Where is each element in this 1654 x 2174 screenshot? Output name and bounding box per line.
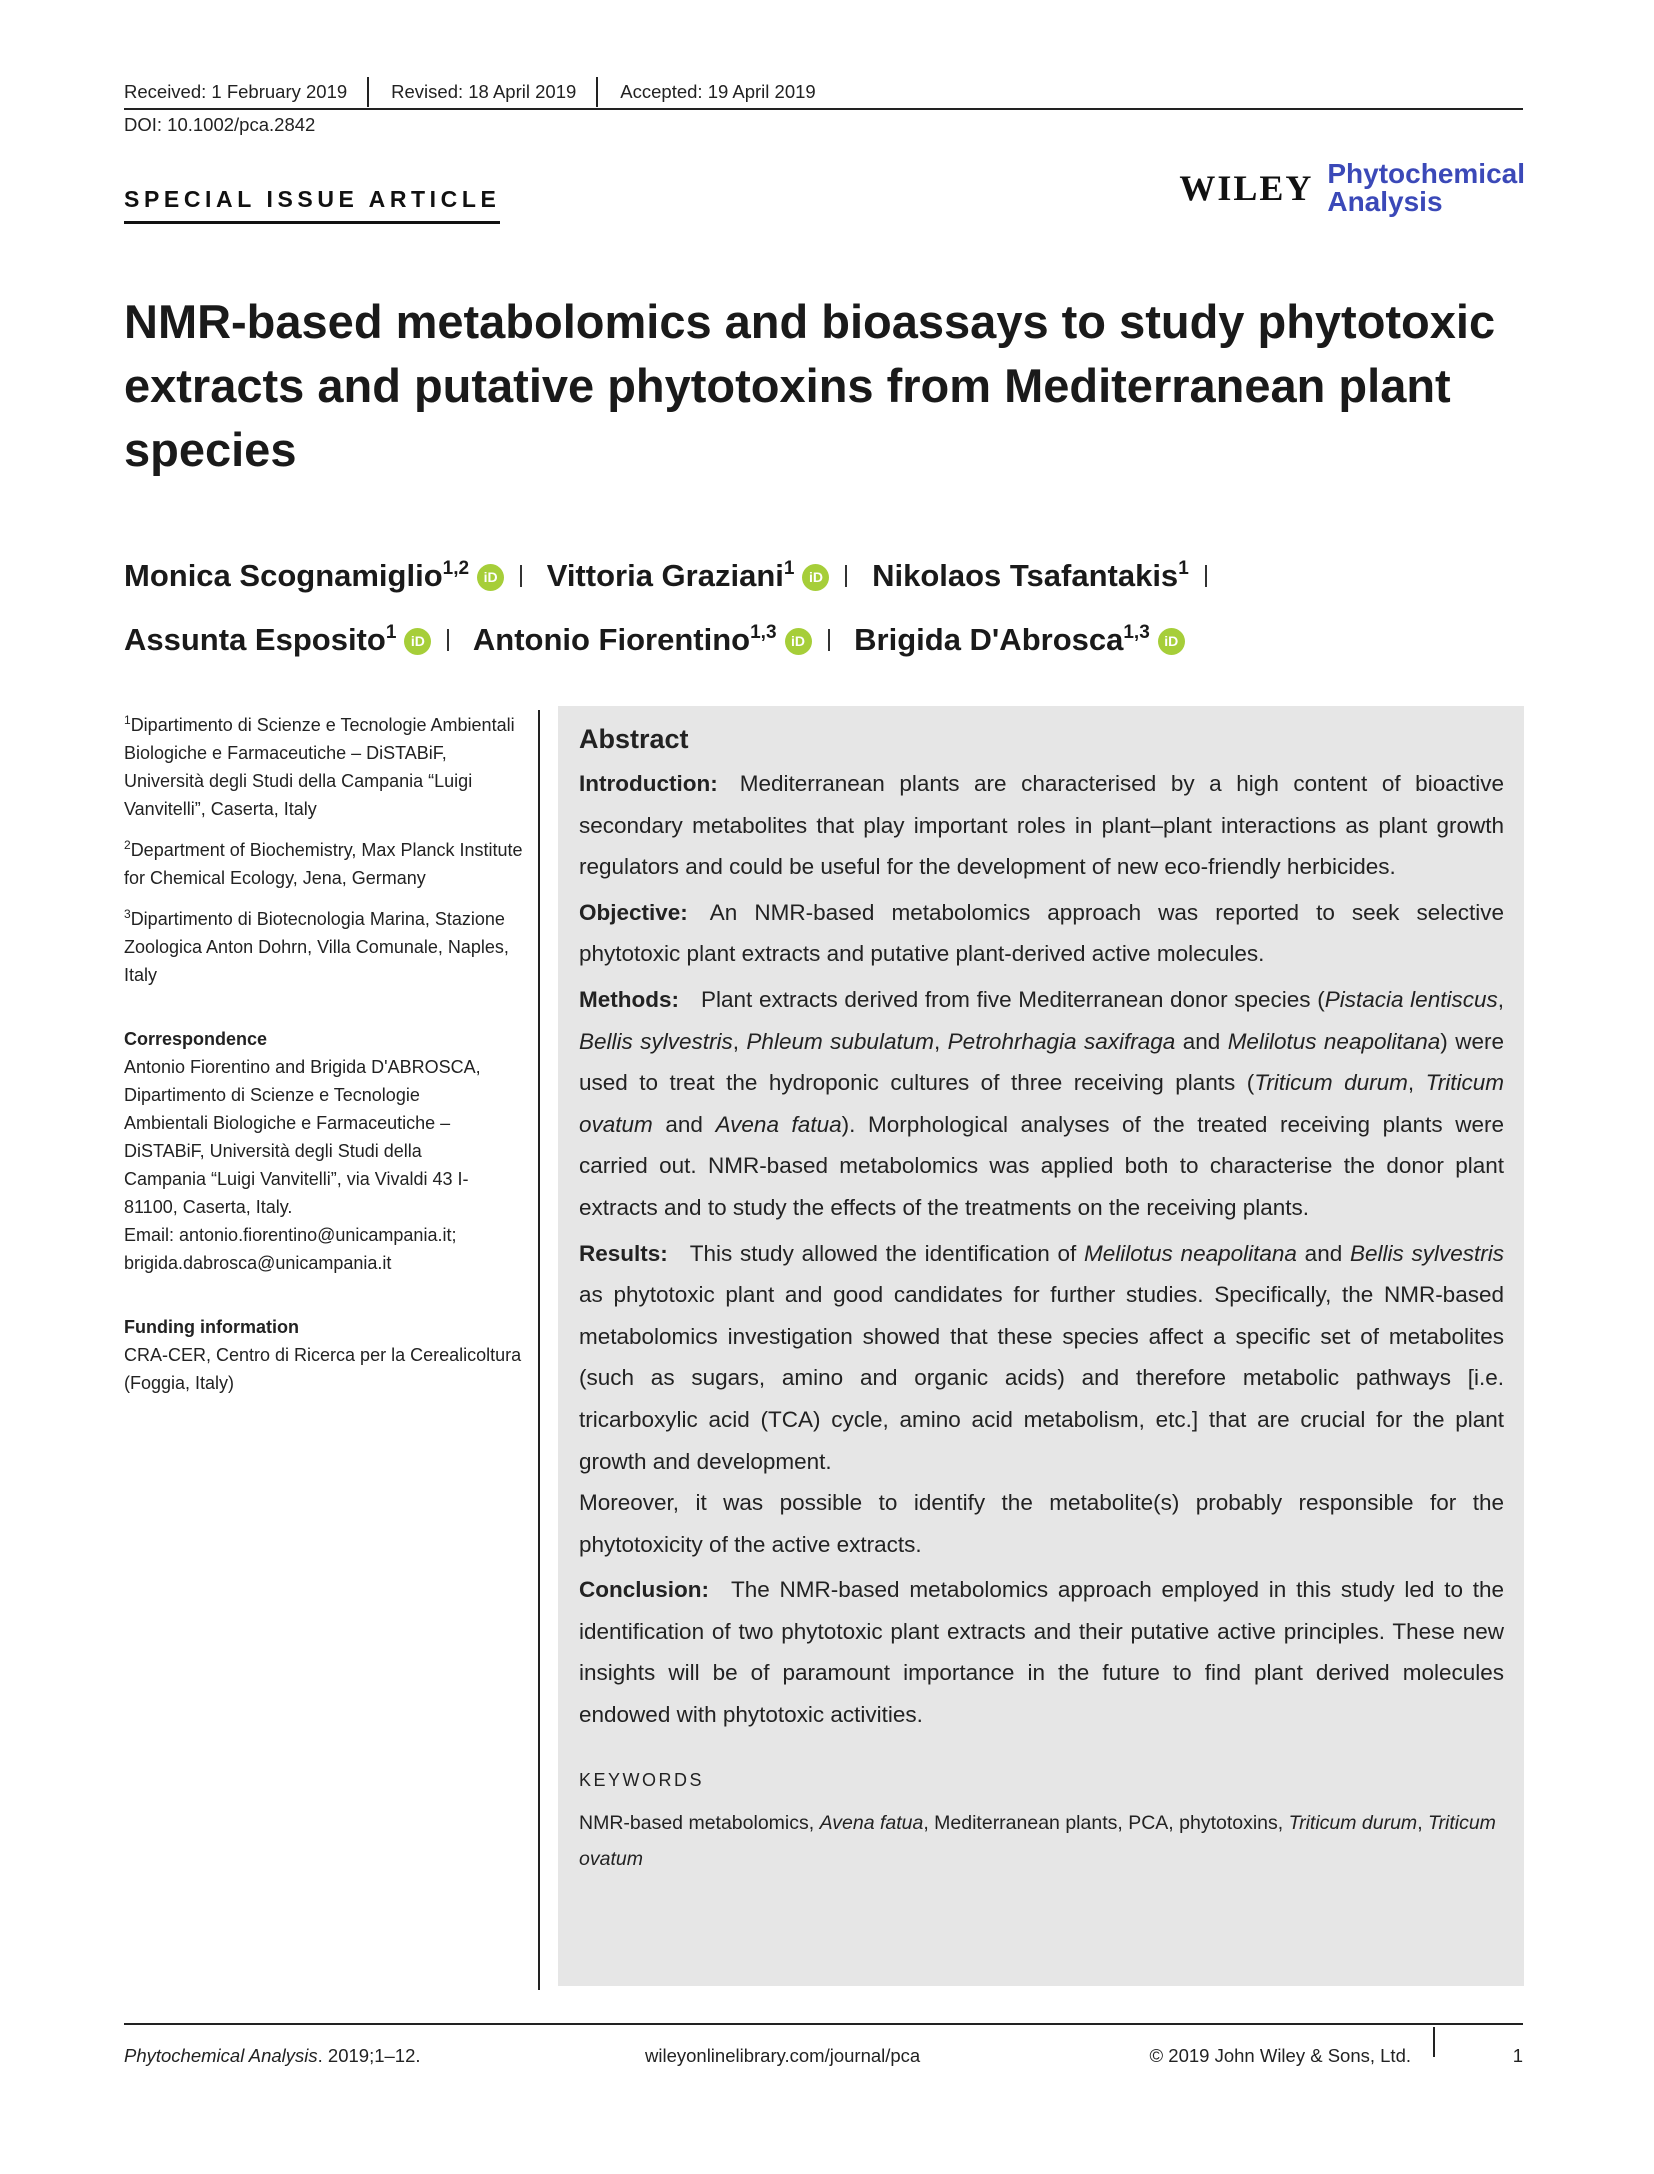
affiliation (124, 900, 524, 989)
affiliation-text: Dipartimento di Biotecnologia Marina, Stazione Zoologica Anton Dohrn, Villa Comunale, Naples, Italy (124, 909, 509, 985)
author[interactable] (547, 558, 830, 593)
author-affiliation-sup: 1,3 (750, 622, 777, 643)
correspondence-line: Campania “Luigi Vanvitelli”, via Vivaldi 43 I- (124, 1169, 469, 1189)
section-label: Results: (579, 1240, 668, 1266)
species-name: Triticum durum (1254, 1070, 1408, 1096)
journal-logo (1327, 160, 1525, 216)
section-text: The NMR-based metabolomics approach employed in this study led to the identification of two phytotoxic plant extracts and their putative active principles. These new insights will be of paramount importance in the future to find plant derived molecules endowed with phytotoxic activities. (579, 1577, 1504, 1728)
text-run: , (933, 1028, 948, 1054)
author-name: Monica Scognamiglio (124, 558, 443, 593)
keyword-run: Triticum ovatum (579, 1811, 1496, 1870)
affiliation-number: 2 (124, 838, 131, 852)
author-affiliation-sup: 1,2 (442, 558, 470, 579)
text-run: , (732, 1028, 747, 1054)
article-dates (124, 76, 1523, 110)
page-number: 1 (1512, 2045, 1523, 2066)
affiliation (124, 706, 524, 823)
affiliation-number: 3 (124, 907, 131, 921)
abstract-methods (579, 979, 1504, 1229)
keyword-run: NMR-based metabolomics, (579, 1811, 820, 1834)
revised-date: Revised: 18 April 2019 (391, 81, 577, 102)
author[interactable] (872, 558, 1189, 593)
orcid-icon[interactable]: iD (404, 628, 431, 655)
correspondence-email[interactable]: brigida.dabrosca@unicampania.it (124, 1253, 392, 1273)
doi[interactable]: DOI: 10.1002/pca.2842 (124, 114, 316, 135)
abstract-objective (579, 892, 1504, 975)
section-label: Introduction: (579, 771, 718, 796)
author-separator (845, 565, 847, 587)
journal-logo-line1: Phytochemical (1327, 158, 1525, 189)
keywords-heading: KEYWORDS (579, 1769, 705, 1790)
funding-heading: Funding information (124, 1317, 299, 1337)
author[interactable] (124, 622, 431, 657)
orcid-icon[interactable]: iD (802, 564, 829, 591)
orcid-icon[interactable]: iD (477, 564, 504, 591)
text-run: Moreover, it was possible to identify the metabolite(s) probably responsible for the phytotoxicity of the active extracts. (579, 1490, 1504, 1557)
correspondence-heading: Correspondence (124, 1029, 268, 1049)
author-name: Vittoria Graziani (546, 558, 784, 593)
correspondence-line: DiSTABiF, Università degli Studi della (124, 1141, 422, 1161)
section-label: Methods: (579, 986, 679, 1012)
author-separator (447, 629, 449, 651)
publisher-logos (1179, 160, 1525, 216)
species-name: Bellis sylvestris (579, 1028, 733, 1054)
species-name: Bellis sylvestris (1349, 1240, 1505, 1266)
funding-text: CRA-CER, Centro di Ricerca per la Cerealicoltura (Foggia, Italy) (124, 1345, 522, 1393)
date-separator (367, 77, 369, 107)
received-date: Received: 1 February 2019 (124, 81, 348, 102)
text-run: as phytotoxic plant and good candidates for further studies. Specifically, the NMR-based metabolomics investigation showed that these species affect a specific set of metabolites (such as sugars, amino and organic acids) and therefore metabolic pathways [i.e. tricarboxylic acid (TCA) cycle, amino acid metabolism, etc.] that are crucial for the plant growth and development. (579, 1282, 1504, 1474)
text-run: and (1296, 1240, 1350, 1266)
author[interactable] (473, 622, 812, 657)
footer-journal-name: Phytochemical Analysis (124, 2045, 318, 2066)
footer-url[interactable]: wileyonlinelibrary.com/journal/pca (645, 2045, 921, 2066)
footer-citation-text: . 2019;1–12. (317, 2045, 421, 2066)
author-separator (520, 565, 522, 587)
author-affiliation-sup: 1,3 (1123, 622, 1150, 643)
text-run: and (652, 1111, 716, 1137)
author-list (124, 540, 1524, 668)
species-name: Pistacia lentiscus (1324, 986, 1498, 1012)
abstract-heading: Abstract (579, 724, 689, 754)
footer-citation (124, 2045, 421, 2067)
author-name: Antonio Fiorentino (472, 622, 751, 657)
article-info-column (124, 706, 524, 1397)
keyword-run: Triticum durum (1288, 1811, 1418, 1834)
author-name: Nikolaos Tsafantakis (872, 558, 1179, 593)
orcid-icon[interactable]: iD (785, 628, 812, 655)
species-name: Avena fatua (715, 1111, 842, 1137)
page-footer (124, 2023, 1523, 2069)
article-type-label: SPECIAL ISSUE ARTICLE (124, 186, 500, 224)
species-name: Melilotus neapolitana (1084, 1240, 1297, 1266)
correspondence-email[interactable]: Email: antonio.fiorentino@unicampania.it; (124, 1225, 457, 1245)
affiliation-text: Department of Biochemistry, Max Planck Institute for Chemical Ecology, Jena, Germany (124, 840, 523, 888)
author-separator (1205, 565, 1207, 587)
accepted-date: Accepted: 19 April 2019 (620, 81, 816, 102)
wiley-logo: WILEY (1179, 168, 1314, 208)
section-text: Mediterranean plants are characterised by a high content of bioactive secondary metabolites that play important roles in plant–plant interactions as plant growth regulators and could be useful for the development of new eco-friendly herbicides. (579, 771, 1504, 880)
author-affiliation-sup: 1 (783, 558, 795, 579)
abstract-results (579, 1233, 1504, 1566)
text-run: ) were used to treat the hydroponic cultures of three receiving plants ( (579, 1028, 1504, 1096)
author-name: Brigida D'Abrosca (854, 622, 1124, 657)
author-affiliation-sup: 1 (1178, 558, 1189, 579)
section-label: Conclusion: (579, 1577, 709, 1603)
section-label: Objective: (579, 899, 688, 925)
keyword-run: , (1417, 1811, 1429, 1834)
keyword-run: Avena fatua (819, 1811, 924, 1834)
author-separator (828, 629, 830, 651)
text-run: ). Morphological analyses of the treated receiving plants were carried out. NMR-based metabolomics was applied both to characterise the donor plant extracts and to study the effects of the treatments on the receiving plants. (579, 1111, 1505, 1220)
column-divider (538, 710, 540, 1990)
species-name: Triticum ovatum (579, 1070, 1504, 1137)
abstract-box (558, 706, 1524, 1986)
article-title: NMR-based metabolomics and bioassays to study phytotoxic extracts and putative phytotoxins from Mediterranean plant species (124, 295, 1496, 476)
affiliation-text: Dipartimento di Scienze e Tecnologie Ambientali Biologiche e Farmaceutiche – DiSTABiF, Università degli Studi della Campania “Luigi Vanvitelli”, Caserta, Italy (124, 715, 515, 819)
species-name: Phleum subulatum (746, 1028, 934, 1054)
affiliation-number: 1 (124, 713, 131, 727)
footer-copyright: © 2019 John Wiley & Sons, Ltd. (1149, 2045, 1411, 2066)
author-affiliation-sup: 1 (385, 622, 397, 643)
text-run: and (1175, 1028, 1228, 1054)
text-run: , (1497, 986, 1504, 1012)
journal-logo-line2: Analysis (1327, 186, 1443, 217)
text-run: Plant extracts derived from five Mediterranean donor species ( (701, 986, 1325, 1012)
keywords-list (579, 1805, 1504, 1877)
footer-separator (1433, 2027, 1435, 2057)
author[interactable] (854, 622, 1185, 657)
abstract-introduction (579, 763, 1504, 888)
text-run: , (1407, 1070, 1426, 1096)
keyword-run: , Mediterranean plants, PCA, phytotoxins, (923, 1811, 1289, 1834)
orcid-icon[interactable]: iD (1158, 628, 1185, 655)
affiliation (124, 831, 524, 892)
author-name: Assunta Esposito (124, 622, 386, 657)
correspondence-line: 81100, Caserta, Italy. (124, 1197, 293, 1217)
species-name: Petrohrhagia saxifraga (947, 1028, 1176, 1054)
author[interactable] (124, 558, 504, 593)
correspondence-line: Ambientali Biologiche e Farmaceutiche – (124, 1113, 451, 1133)
text-run: This study allowed the identification of (689, 1240, 1085, 1266)
correspondence-line: Dipartimento di Scienze e Tecnologie (124, 1085, 420, 1105)
section-text: An NMR-based metabolomics approach was reported to seek selective phytotoxic plant extracts and putative plant-derived active molecules. (579, 899, 1504, 967)
species-name: Melilotus neapolitana (1227, 1028, 1441, 1054)
correspondence-line: Antonio Fiorentino and Brigida D'ABROSCA, (124, 1057, 481, 1077)
abstract-conclusion (579, 1569, 1504, 1735)
date-separator (596, 77, 598, 107)
